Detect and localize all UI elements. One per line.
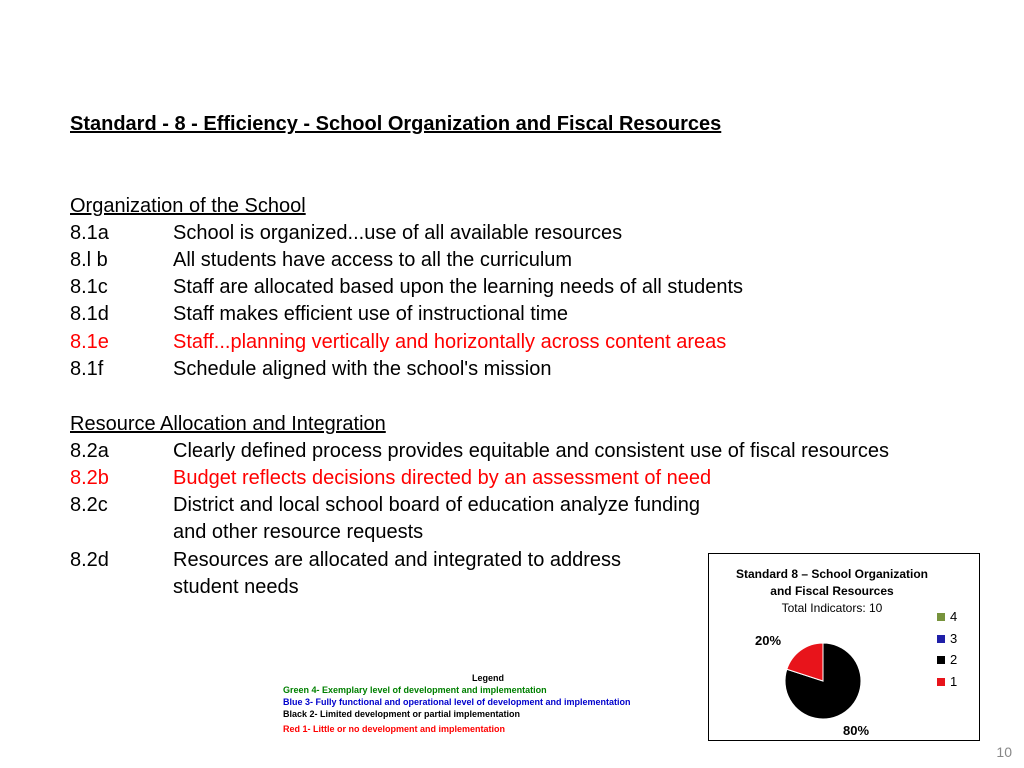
slide-title: Standard - 8 - Efficiency - School Organization and Fiscal Resources	[70, 113, 722, 135]
indicator-code: 8.2b	[70, 467, 109, 489]
chart-legend-2	[937, 651, 957, 669]
slice-label-2: 80%	[843, 723, 870, 738]
legend-label-1: 1	[950, 674, 958, 689]
indicator-code: 8.1f	[70, 358, 104, 380]
legend-swatch-3	[937, 635, 945, 643]
indicator-text: All students have access to all the curriculum	[173, 249, 573, 271]
indicator-code: 8.l b	[70, 249, 108, 271]
legend-item-black: Black 2- Limited development or partial implementation	[283, 709, 521, 719]
slice-label-1: 20%	[755, 633, 782, 648]
indicator-8-2d-continuation: student needs	[173, 576, 299, 598]
indicator-text: School is organized...use of all available resources	[173, 222, 623, 244]
indicator-text: Staff...planning vertically and horizontally across content areas	[173, 331, 727, 353]
legend-swatch-1	[937, 678, 945, 686]
legend-swatch-2	[937, 656, 945, 664]
indicator-text: Budget reflects decisions directed by an assessment of need	[173, 467, 712, 489]
page-number: 10	[996, 744, 1012, 760]
legend-swatch-4	[937, 613, 945, 621]
chart-subtitle: Total Indicators: 10	[781, 601, 883, 615]
indicator-text: Schedule aligned with the school's mission	[173, 358, 552, 380]
section-heading-organization: Organization of the School	[70, 195, 306, 217]
indicator-text: District and local school board of education analyze funding	[173, 494, 700, 516]
indicator-text: Resources are allocated and integrated to address	[173, 549, 622, 571]
indicator-code: 8.2a	[70, 440, 109, 462]
indicator-code: 8.2c	[70, 494, 108, 516]
indicator-code: 8.1a	[70, 222, 109, 244]
legend-label-2: 2	[950, 652, 958, 667]
legend-title: Legend	[471, 673, 504, 683]
indicator-text: Staff are allocated based upon the learning needs of all students	[173, 276, 744, 298]
chart-legend-4	[937, 608, 957, 626]
indicator-text: Staff makes efficient use of instructional time	[173, 303, 569, 325]
indicator-code: 8.1d	[70, 303, 109, 325]
legend-item-blue: Blue 3- Fully functional and operational level of development and implementation	[283, 697, 631, 707]
legend-label-4: 4	[950, 609, 958, 624]
legend-item-red: Red 1- Little or no development and implementation	[283, 724, 506, 734]
indicator-code: 8.2d	[70, 549, 109, 571]
chart-legend-1	[937, 673, 957, 691]
legend-label-3: 3	[950, 631, 958, 646]
chart-title-line1: Standard 8 – School Organization	[735, 567, 929, 581]
indicator-text: Clearly defined process provides equitable and consistent use of fiscal resources	[173, 440, 889, 462]
indicator-code: 8.1c	[70, 276, 108, 298]
indicator-code: 8.1e	[70, 331, 109, 353]
rating-legend	[283, 672, 693, 735]
legend-item-green: Green 4- Exemplary level of development and implementation	[283, 685, 547, 695]
indicator-8-2c-continuation: and other resource requests	[173, 521, 424, 543]
section-heading-resource-allocation: Resource Allocation and Integration	[70, 413, 386, 435]
chart-legend-3	[937, 630, 957, 648]
chart-title-line2: and Fiscal Resources	[770, 584, 894, 598]
pie-chart	[708, 553, 980, 741]
